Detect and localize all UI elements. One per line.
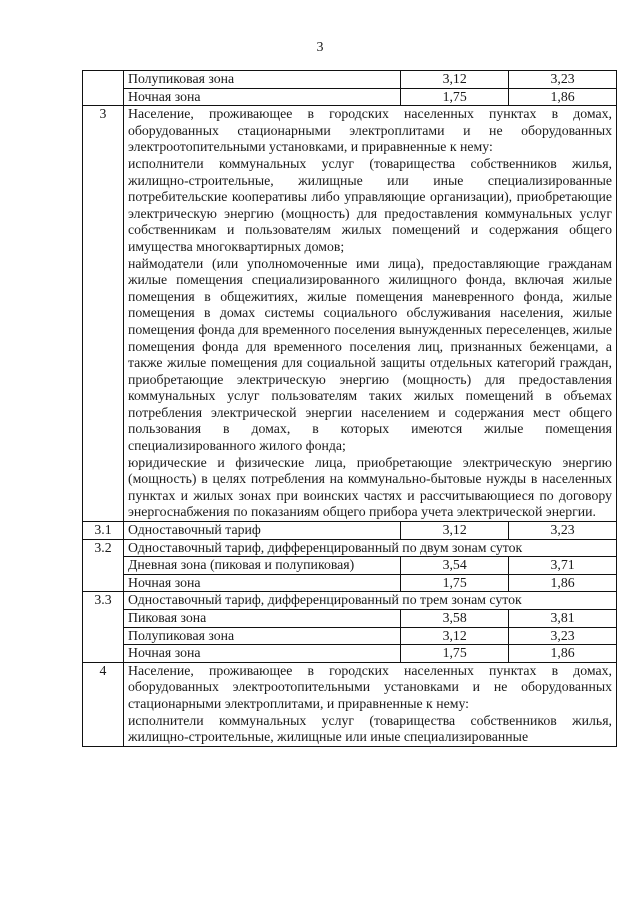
row-number: 3.1: [83, 522, 124, 540]
paragraph: наймодатели (или уполномоченные ими лица), предоставляющие гражданам жилые помещения специализированного жилищного фонда, включая жилые помещения в общежитиях, жилые помещения маневренного фонда, жилые помещения в домах системы социального обслуживания населения, жилые помещения фонда для временного поселения вынужденных переселенцев, жилые помещения фонда для временного поселения лиц, признанных беженцами, а также жилые помещения для социальной защиты отдельных категорий граждан, приобретающие электрическую энергию (мощность) для предоставления коммунальных услуг пользователям таких жилых помещений в объемах потребления электрической энергии населением и содержания мест общего пользования в домах, в которых имеются жилые помещения специализированного жилого фонда;: [127, 255, 612, 454]
value-cell: 3,12: [401, 71, 509, 89]
table-row: [83, 574, 617, 592]
value-cell: 3,12: [401, 522, 509, 540]
value-cell: 1,75: [401, 88, 509, 106]
value-cell: 3,23: [509, 627, 617, 645]
paragraph: исполнители коммунальных услуг (товарищества собственников жилья, жилищно-строительные, жилищные или иные специализированные потребительские кооперативы либо управляющие организации), приобретающие электрическую энергию (мощность) для предоставления коммунальных услуг собственникам и пользователям жилых помещений и содержания общего имущества многоквартирных домов;: [127, 155, 612, 254]
section-description: [123, 106, 616, 522]
section-number: 3: [83, 106, 124, 522]
value-cell: 1,86: [509, 88, 617, 106]
paragraph: Население, проживающее в городских населенных пунктах в домах, оборудованных стационарными электроплитами и не оборудованных электроотопительными установками, и приравненные к нему:: [127, 106, 612, 155]
subsection-row: [83, 592, 617, 610]
value-cell: 1,75: [401, 645, 509, 663]
table-row: [83, 71, 617, 89]
row-label: Одноставочный тариф: [123, 522, 400, 540]
row-label: Ночная зона: [123, 574, 400, 592]
value-cell: 3,23: [509, 71, 617, 89]
subsection-row: [83, 539, 617, 557]
section-description: [123, 662, 616, 746]
row-number: [83, 88, 124, 106]
value-cell: 3,54: [401, 557, 509, 575]
table-row: [83, 88, 617, 106]
value-cell: 3,71: [509, 557, 617, 575]
value-cell: 3,58: [401, 610, 509, 628]
table-row: [83, 557, 617, 575]
paragraph: исполнители коммунальных услуг (товарищества собственников жилья, жилищно-строительные, жилищные или иные специализированные: [127, 712, 612, 745]
paragraph: Население, проживающее в городских населенных пунктах в домах, оборудованных электроотопительными установками и не оборудованных стационарными электроплитами, и приравненные к нему:: [127, 662, 612, 711]
row-label: Ночная зона: [123, 645, 400, 663]
value-cell: 1,86: [509, 574, 617, 592]
section-row: [83, 662, 617, 746]
paragraph: юридические и физические лица, приобретающие электрическую энергию (мощность) в целях потребления на коммунально-бытовые нужды в населенных пунктах и жилых зонах при воинских частях и рассчитывающиеся по договору энергоснабжения по показаниям общего прибора учета электрической энергии.: [127, 454, 612, 520]
row-number: [83, 71, 124, 89]
value-cell: 3,23: [509, 522, 617, 540]
section-number: 4: [83, 662, 124, 746]
value-cell: 3,12: [401, 627, 509, 645]
subsection-title: Одноставочный тариф, дифференцированный по двум зонам суток: [123, 539, 616, 557]
table-row: [83, 627, 617, 645]
row-label: Ночная зона: [123, 88, 400, 106]
table-row: [83, 610, 617, 628]
value-cell: 3,81: [509, 610, 617, 628]
value-cell: 1,75: [401, 574, 509, 592]
row-label: Пиковая зона: [123, 610, 400, 628]
table-row: [83, 522, 617, 540]
subsection-title: Одноставочный тариф, дифференцированный по трем зонам суток: [123, 592, 616, 610]
row-number: 3.2: [83, 539, 124, 557]
row-label: Полупиковая зона: [123, 627, 400, 645]
value-cell: 1,86: [509, 645, 617, 663]
tariff-table: [82, 70, 617, 747]
row-label: Дневная зона (пиковая и полупиковая): [123, 557, 400, 575]
page-number: 3: [316, 40, 324, 55]
section-row: [83, 106, 617, 522]
table-row: [83, 645, 617, 663]
row-number: 3.3: [83, 592, 124, 610]
row-label: Полупиковая зона: [123, 71, 400, 89]
